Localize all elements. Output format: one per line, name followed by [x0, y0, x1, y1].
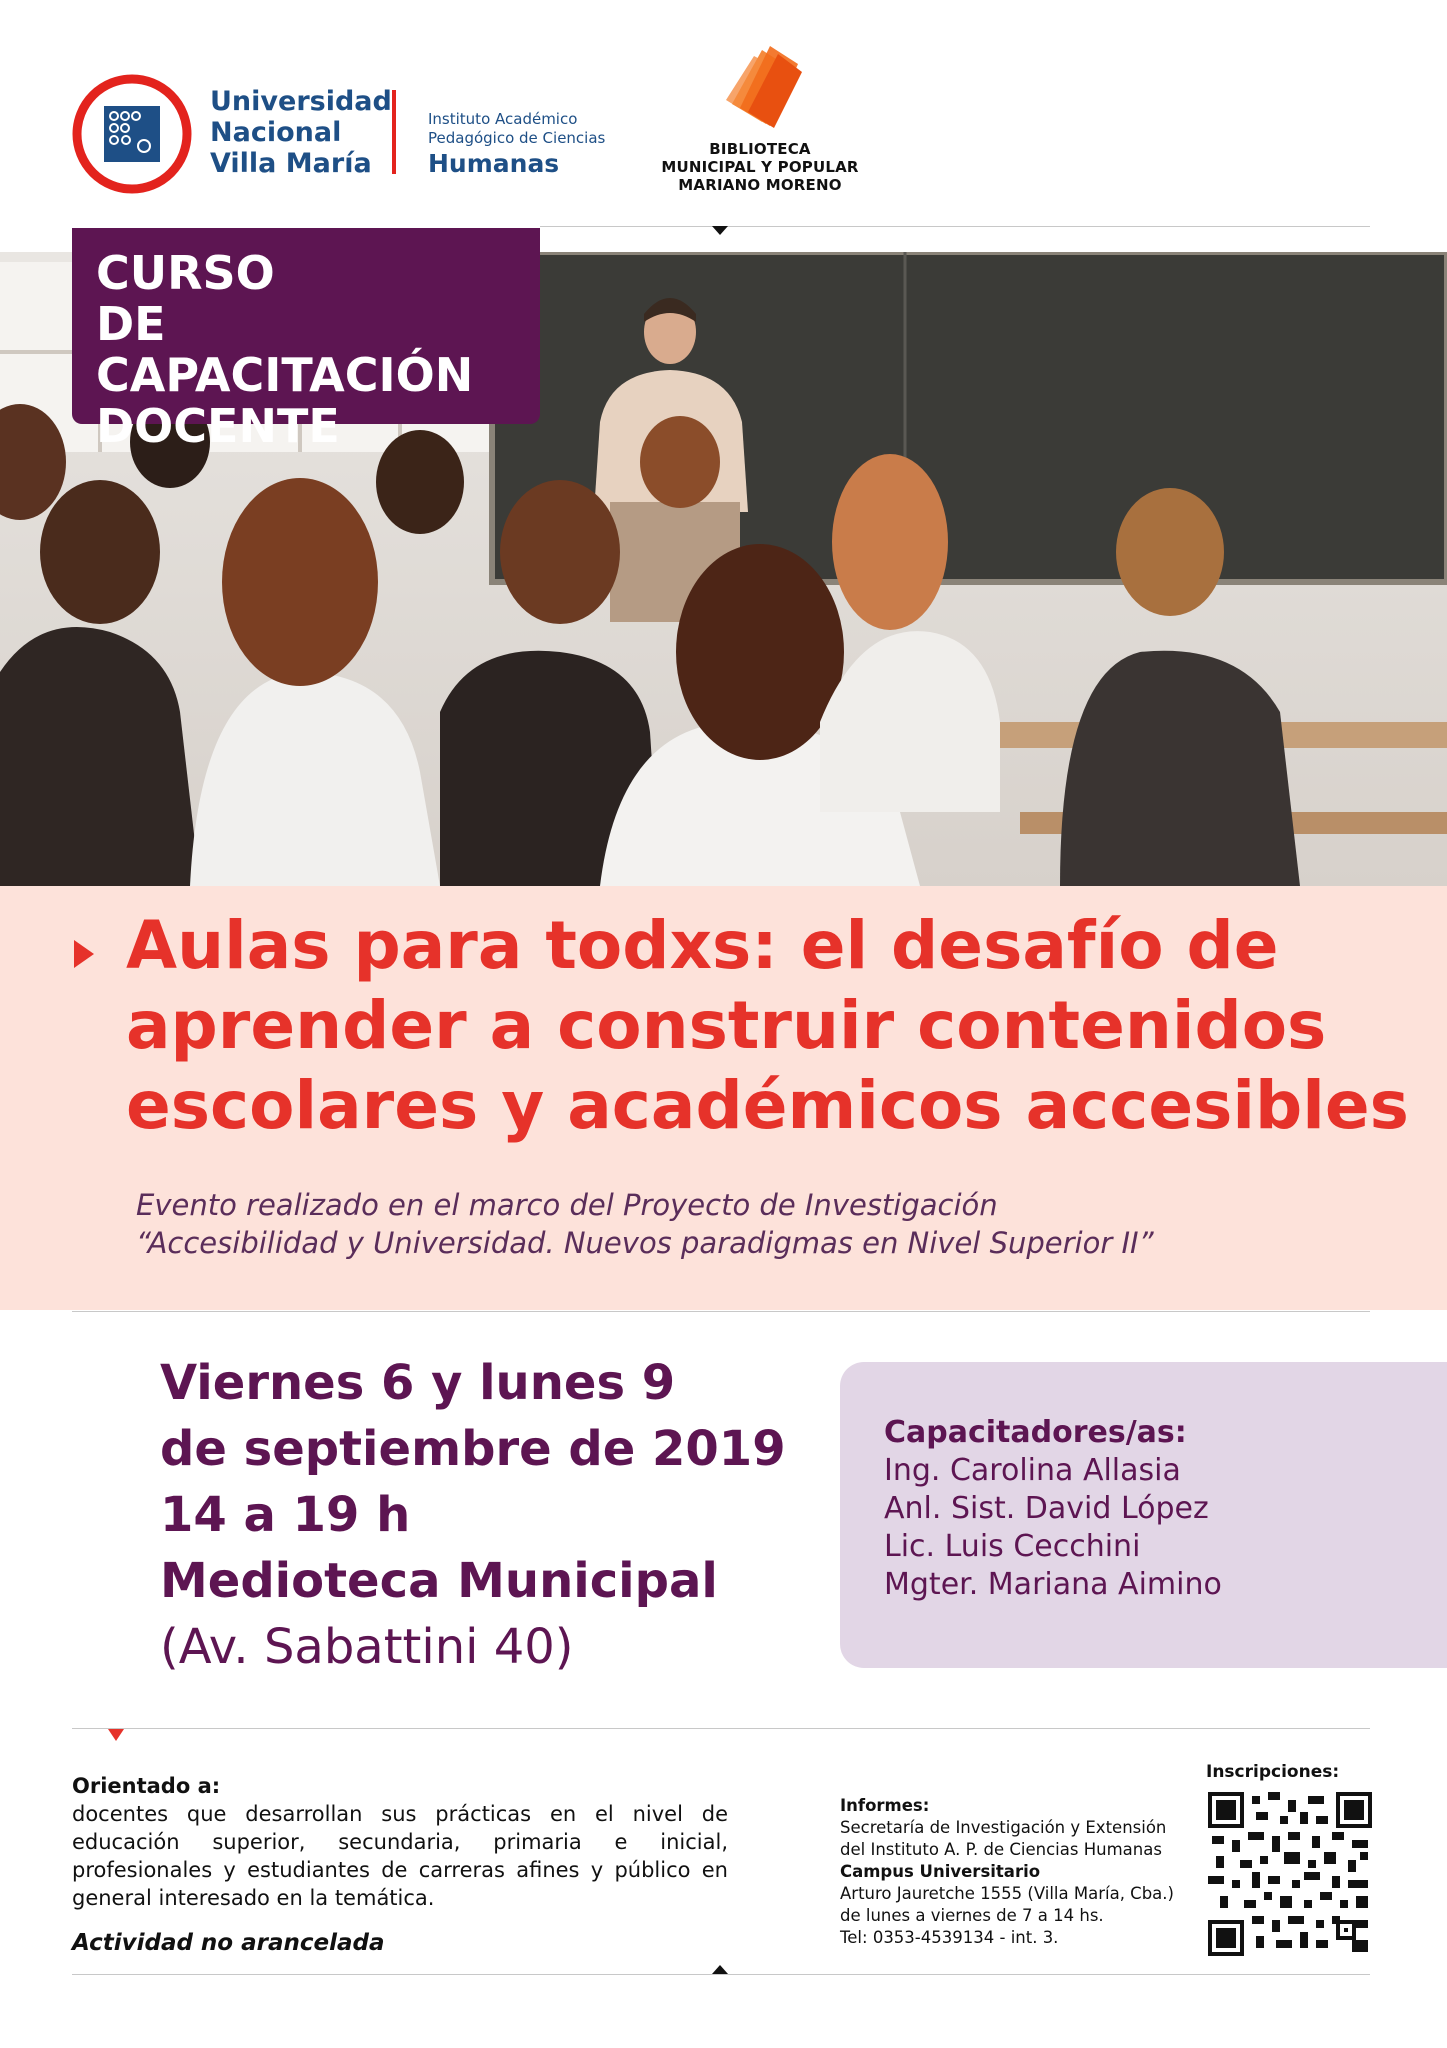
header-divider: [392, 90, 396, 174]
contact-line: del Instituto A. P. de Ciencias Humanas: [840, 1840, 1162, 1859]
registration-label: Inscripciones:: [1206, 1762, 1340, 1782]
header-notch: [712, 226, 728, 235]
audience-text: docentes que desarrollan sus prácticas en el nivel de educación superior, secundaria, primaria e inicial, profesionales y estudiantes de carreras afines y público en general interesado en la temática.: [72, 1802, 728, 1910]
trainer-name: Ing. Carolina Allasia: [884, 1453, 1181, 1488]
title-arrow-icon: [74, 940, 94, 968]
campus-line: Tel: 0353-4539134 - int. 3.: [840, 1928, 1059, 1947]
trainer-name: Mgter. Mariana Aimino: [884, 1567, 1222, 1602]
campus-line: de lunes a viernes de 7 a 14 hs.: [840, 1906, 1104, 1925]
details-rule: [72, 1728, 1370, 1729]
course-badge: CURSO DE CAPACITACIÓN DOCENTE: [72, 228, 540, 424]
event-subtitle-line-1: Evento realizado en el marco del Proyecto de Investigación: [136, 1188, 998, 1222]
trainer-name: Anl. Sist. David López: [884, 1491, 1209, 1526]
library-name: BIBLIOTECA MUNICIPAL Y POPULAR MARIANO MORENO: [661, 140, 859, 194]
institute-name: Instituto Académico Pedagógico de Ciencias Humanas: [428, 110, 606, 178]
university-name: Universidad Nacional Villa María: [210, 86, 392, 179]
campus-line: Arturo Jauretche 1555 (Villa María, Cba.): [840, 1884, 1174, 1903]
event-time: 14 a 19 h: [160, 1487, 411, 1543]
event-dates-line-1: Viernes 6 y lunes 9: [160, 1355, 676, 1411]
header-rule: [540, 226, 1370, 227]
event-venue: Medioteca Municipal: [160, 1553, 718, 1609]
event-title-line-1: Aulas para todxs: el desafío de: [126, 907, 1279, 984]
details-notch: [108, 1729, 124, 1741]
trainers-title: Capacitadores/as:: [884, 1415, 1187, 1450]
event-title-line-2: aprender a construir contenidos: [126, 987, 1327, 1064]
event-title-line-3: escolares y académicos accesibles: [126, 1067, 1409, 1144]
footer-notch: [712, 1965, 728, 1974]
event-subtitle-line-2: “Accesibilidad y Universidad. Nuevos paradigmas en Nivel Superior II”: [136, 1226, 1154, 1260]
event-address: (Av. Sabattini 40): [160, 1619, 574, 1675]
library-book-logo: [718, 42, 808, 132]
qr-code[interactable]: [1208, 1792, 1372, 1956]
free-activity-note: Actividad no arancelada: [72, 1930, 385, 1956]
audience-title: Orientado a:: [72, 1774, 221, 1798]
footer-rule: [72, 1974, 1370, 1975]
contact-line: Secretaría de Investigación y Extensión: [840, 1818, 1167, 1837]
event-dates-line-2: de septiembre de 2019: [160, 1421, 786, 1477]
campus-title: Campus Universitario: [840, 1862, 1041, 1881]
unvm-logo: [70, 72, 194, 196]
contact-title: Informes:: [840, 1796, 930, 1815]
trainer-name: Lic. Luis Cecchini: [884, 1529, 1141, 1564]
title-rule: [72, 1311, 1370, 1312]
contact-info: [840, 1795, 1174, 1949]
